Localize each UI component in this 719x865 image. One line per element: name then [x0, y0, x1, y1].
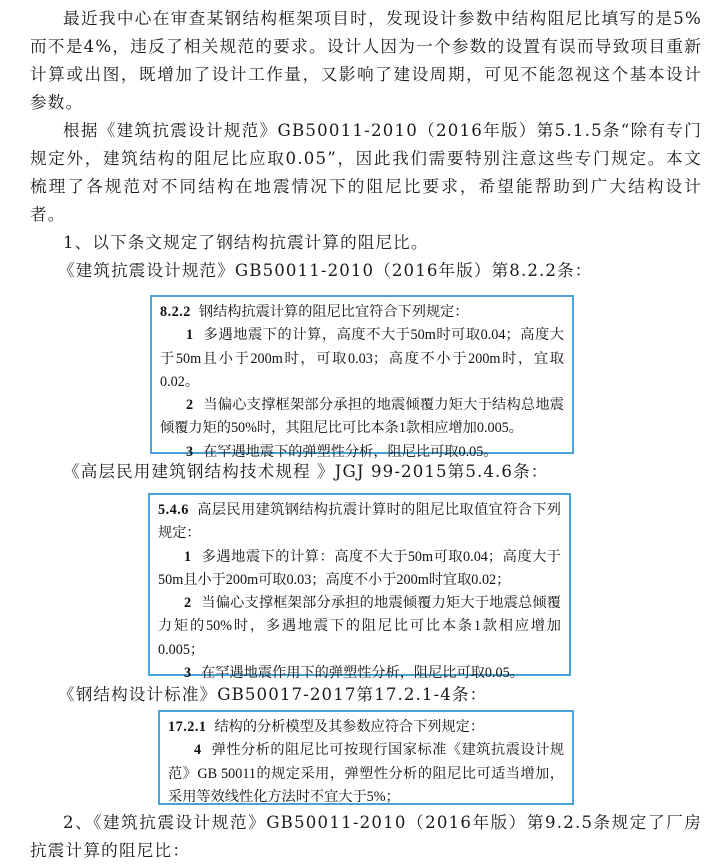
clause-number: 5.4.6 [158, 502, 189, 518]
clause-item-2: 当偏心支撑框架部分承担的地震倾覆力矩大于地震总倾覆力矩的50%时，多遇地震下的阻尼比可比本条1款相应增加0.005； [158, 595, 561, 658]
clause-item-1: 多遇地震下的计算，高度不大于50m时可取0.04；高度大于50m且小于200m时，可取0.03；高度不小于200m时，宜取0.02。 [160, 327, 564, 390]
intro-paragraph: 最近我中心在审查某钢结构框架项目时，发现设计参数中结构阻尼比填写的是5%而不是4%，违反了相关规范的要求。设计人因为一个参数的设置有误而导致项目重新计算或出图，既增加了设计工作量，又影响了建设周期，可见不能忽视这个基本设计参数。 [30, 9, 702, 112]
clause-title: 结构的分析模型及其参数应符合下列规定： [214, 719, 485, 735]
item-number: 2 [186, 397, 194, 414]
item-number: 3 [186, 443, 194, 460]
citation-gb50011-822: 《建筑抗震设计规范》GB50011-2010（2016年版）第8.2.2条： [58, 261, 593, 280]
clause-title: 钢结构抗震计算的阻尼比宜符合下列规定： [198, 304, 469, 320]
clause-number: 8.2.2 [160, 304, 191, 320]
clause-number: 17.2.1 [168, 719, 207, 735]
section-2-paragraph: 2、《建筑抗震设计规范》GB50011-2010（2016年版）第9.2.5条规定了厂房抗震计算的阻尼比： [30, 813, 702, 860]
clause-item-3: 在罕遇地震作用下的弹塑性分析，阻尼比可取0.05。 [201, 665, 524, 682]
clause-item-2: 当偏心支撑框架部分承担的地震倾覆力矩大于结构总地震倾覆力矩的50%时，其阻尼比可比本条1款相应增加0.005。 [160, 397, 564, 437]
clause-box-1721 [158, 710, 574, 805]
item-number: 1 [184, 548, 192, 565]
item-number: 1 [186, 327, 194, 344]
clause-title: 高层民用建筑钢结构抗震计算时的阻尼比取值宜符合下列规定： [158, 502, 561, 542]
section-1-heading: 1、以下条文规定了钢结构抗震计算的阻尼比。 [63, 233, 429, 252]
clause-item-4: 弹性分析的阻尼比可按现行国家标准《建筑抗震设计规范》GB 50011的规定采用，弹塑性分析的阻尼比可适当增加，采用等效线性化方法时不宜大于5%； [168, 742, 564, 805]
item-number: 3 [184, 665, 192, 682]
citation-gb50017-1721: 《钢结构设计标准》GB50017-2017第17.2.1-4条： [58, 685, 488, 704]
item-number: 4 [194, 742, 202, 759]
clause-item-3: 在罕遇地震下的弹塑性分析，阻尼比可取0.05。 [203, 443, 498, 460]
item-number: 2 [184, 595, 192, 612]
clause-box-546 [148, 493, 571, 682]
clause-item-1: 多遇地震下的计算：高度不大于50m可取0.04；高度大于50m且小于200m可取0.03；高度不小于200m时宜取0.02； [158, 548, 561, 588]
citation-jgj99-546: 《高层民用建筑钢结构技术规程 》JGJ 99-2015第5.4.6条： [63, 462, 549, 481]
clause-box-822 [150, 295, 574, 460]
code-reference-paragraph: 根据《建筑抗震设计规范》GB50011-2010（2016年版）第5.1.5条“除有专门规定外，建筑结构的阻尼比应取0.05”，因此我们需要特别注意这些专门规定。本文梳理了各规范对不同结构在地震情况下的阻尼比要求，希望能帮助到广大结构设计者。 [30, 121, 702, 224]
